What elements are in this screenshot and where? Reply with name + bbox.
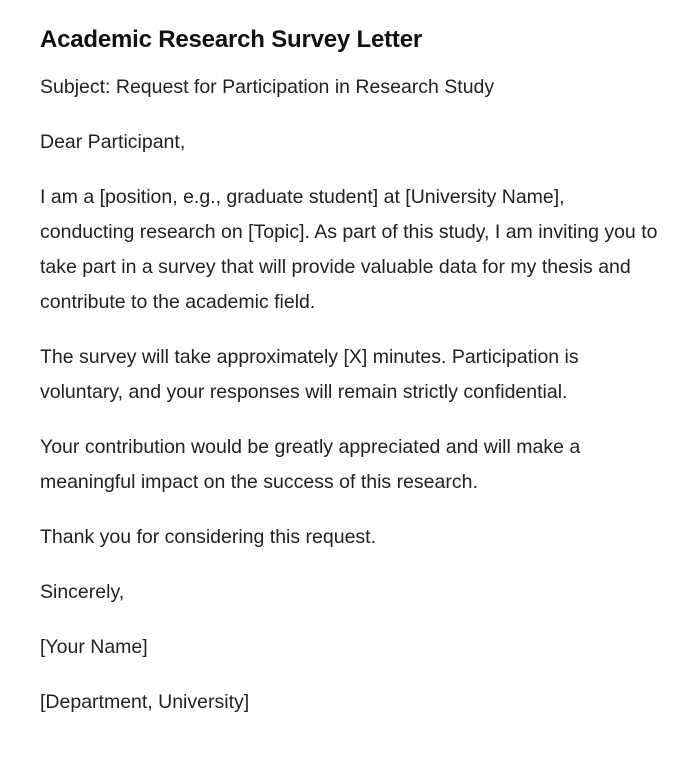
greeting: Dear Participant, — [40, 131, 186, 153]
letter-document — [40, 22, 660, 740]
closing-line: Sincerely, — [40, 581, 125, 603]
page-title: Academic Research Survey Letter — [40, 26, 422, 53]
body-paragraph-appreciation: Your contribution would be greatly appreciated and will make a meaningful impact on the success of this research. — [40, 436, 581, 493]
signature-name: [Your Name] — [40, 636, 148, 658]
thanks-line: Thank you for considering this request. — [40, 526, 377, 548]
body-paragraph-details: The survey will take approximately [X] minutes. Participation is voluntary, and your responses will remain strictly confidential. — [40, 346, 579, 403]
signature-department: [Department, University] — [40, 691, 250, 713]
body-paragraph-intro: I am a [position, e.g., graduate student] at [University Name], conducting research on [Topic]. As part of this study, I am inviting you to take part in a survey that will provide valuable data for my thesis and contribute to the academic field. — [40, 186, 658, 313]
subject-line: Subject: Request for Participation in Research Study — [40, 76, 495, 98]
